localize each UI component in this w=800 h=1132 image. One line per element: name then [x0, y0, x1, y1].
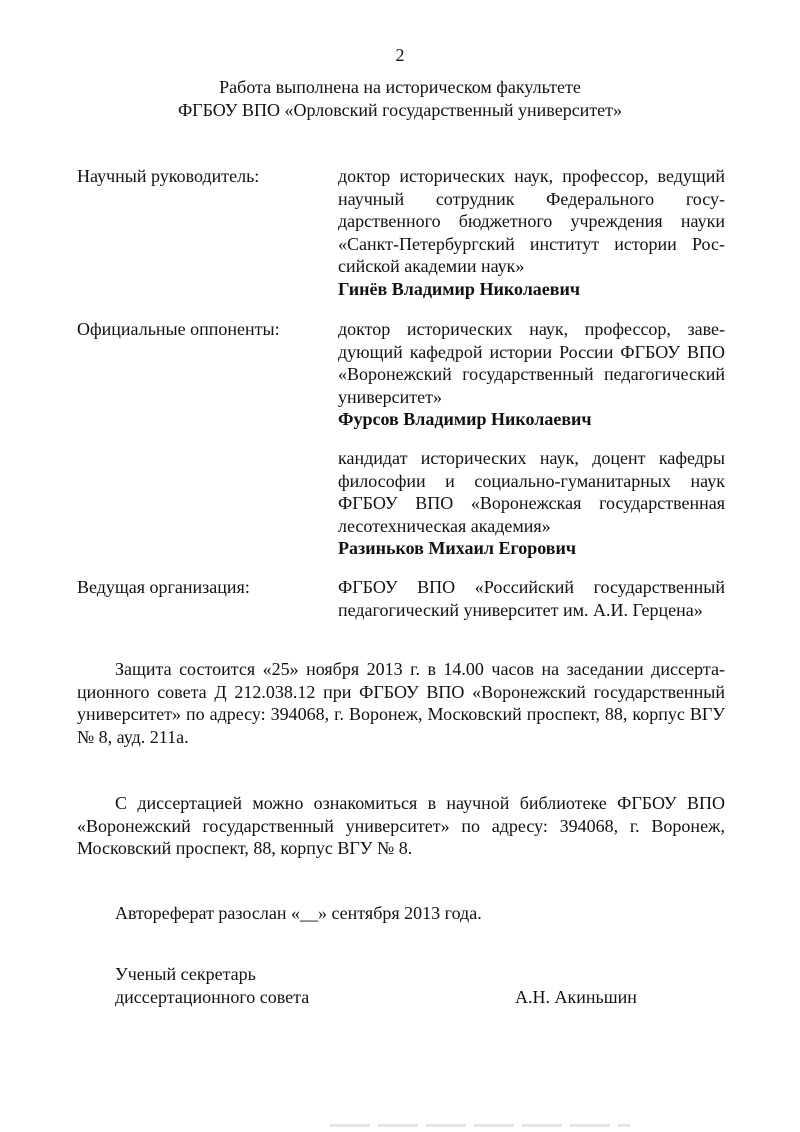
- leading-org-description: ФГБОУ ВПО «Российский государственный педагогический университет им. А.И. Герцена»: [338, 577, 725, 620]
- supervisor-description: доктор исторических наук, профессор, ведущий научный сотрудник Федерального государственного бюджетного учреждения науки «Санкт-Петербургский институт истории Российской академии наук»: [338, 166, 725, 276]
- opponent-2-name: Разиньков Михаил Егорович: [338, 538, 577, 558]
- header-line-1: Работа выполнена на историческом факультете: [219, 77, 581, 97]
- secretary-title-line-1: Ученый секретарь: [115, 964, 256, 984]
- page-number: 2: [395, 45, 405, 65]
- supervisor-block: [338, 165, 725, 300]
- opponent-1-name: Фурсов Владимир Николаевич: [338, 409, 592, 429]
- opponent-1-block: [338, 318, 725, 431]
- leading-org-block: [338, 576, 725, 621]
- opponent-2-description: кандидат исторических наук, доцент кафедры философии и социально-гуманитарных наук ФГБОУ ВПО «Воронежская государственная лесотехническая академия»: [338, 448, 725, 536]
- defense-paragraph: Защита состоится «25» ноября 2013 г. в 14.00 часов на заседании диссертационного совета Д 212.038.12 при ФГБОУ ВПО «Воронежский государственный университет» по адресу: 394068, г. Воронеж, Московский проспект, 88, корпус ВГУ № 8, ауд. 211а.: [77, 659, 725, 747]
- header-line-2: ФГБОУ ВПО «Орловский государственный университет»: [177, 99, 623, 120]
- supervisor-label: Научный руководитель:: [77, 166, 260, 186]
- opponent-2-block: [338, 447, 725, 560]
- leading-org-label: Ведущая организация:: [77, 577, 250, 597]
- scan-edge-artifact: [330, 1124, 630, 1127]
- abstract-sent-line: Автореферат разослан «__» сентября 2013 года.: [115, 903, 482, 923]
- opponent-1-description: доктор исторических наук, профессор, заведующий кафедрой истории России ФГБОУ ВПО «Воронежский государственный педагогический университет»: [338, 319, 725, 407]
- secretary-title-line-2: диссертационного совета: [115, 986, 310, 1007]
- library-paragraph: С диссертацией можно ознакомиться в научной библиотеке ФГБОУ ВПО «Воронежский государственный университет» по адресу: 394068, г. Воронеж, Московский проспект, 88, корпус ВГУ № 8.: [77, 793, 725, 858]
- opponents-label: Официальные оппоненты:: [77, 319, 280, 339]
- secretary-title: [115, 963, 309, 1008]
- secretary-name: А.Н. Акиньшин: [515, 987, 637, 1007]
- supervisor-name: Гинёв Владимир Николаевич: [338, 278, 581, 299]
- header: [0, 76, 800, 121]
